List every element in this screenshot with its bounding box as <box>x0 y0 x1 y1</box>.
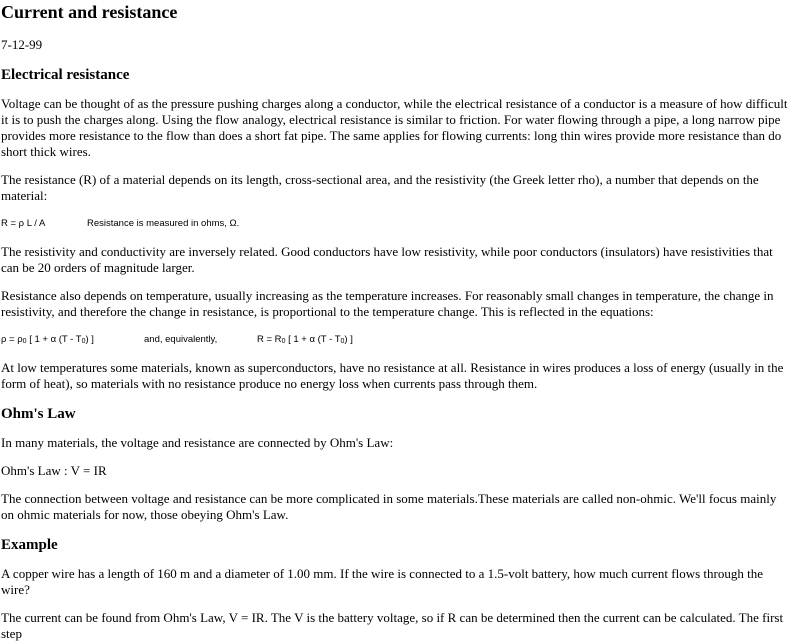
paragraph: At low temperatures some materials, known as superconductors, have no resistance at all. Resistance in wires produces a loss of energy (usually in the form of heat), so materials with no resistance produce no energy loss when currents pass through them. <box>1 360 784 391</box>
paragraph: The resistivity and conductivity are inversely related. Good conductors have low resistivity, while poor conductors (insulators) have resistivities that can be 20 orders of magnitude larger. <box>1 244 773 275</box>
formula-part: ρ = ρ <box>1 334 23 345</box>
page-title: Current and resistance <box>1 2 178 22</box>
heading-electrical-resistance: Electrical resistance <box>1 67 130 83</box>
paragraph: The current can be found from Ohm's Law, V = IR. The V is the battery voltage, so if R can be determined then the current can be calculated. The first step <box>1 610 784 641</box>
heading-example: Example <box>1 537 58 553</box>
temperature-formula <box>1 332 789 348</box>
date: 7-12-99 <box>1 37 43 52</box>
formula-note: Resistance is measured in ohms, Ω. <box>87 218 240 229</box>
ohms-law-equation: Ohm's Law : V = IR <box>1 463 107 478</box>
formula-part: ) ] <box>344 334 353 345</box>
paragraph: The connection between voltage and resistance can be more complicated in some materials.These materials are called non-ohmic. We'll focus mainly on ohmic materials for now, those obeying Ohm's Law. <box>1 491 777 522</box>
formula-part: [ 1 + α (T - T <box>29 334 82 345</box>
subscript: 0 <box>81 338 86 345</box>
heading-ohms-law: Ohm's Law <box>1 406 76 422</box>
paragraph: Resistance also depends on temperature, usually increasing as the temperature increases. For reasonably small changes in temperature, the change in resistivity, and therefore the change in resistance, is proportional to the temperature change. This is reflected in the equations: <box>1 288 774 319</box>
rho-formula <box>1 332 144 348</box>
resistance-formula <box>1 216 789 232</box>
formula-connector: and, equivalently, <box>144 334 218 345</box>
formula-part: ) ] <box>85 334 94 345</box>
r-formula <box>257 332 353 348</box>
paragraph: A copper wire has a length of 160 m and a diameter of 1.00 mm. If the wire is connected to a 1.5-volt battery, how much current flows through the wire? <box>1 566 763 597</box>
formula-part: R = R <box>257 334 282 345</box>
paragraph: The resistance (R) of a material depends on its length, cross-sectional area, and the resistivity (the Greek letter rho), a number that depends on the material: <box>1 172 759 203</box>
subscript: 0 <box>340 338 345 345</box>
subscript: 0 <box>22 338 27 345</box>
formula-part: [ 1 + α (T - T <box>288 334 341 345</box>
paragraph: Voltage can be thought of as the pressure pushing charges along a conductor, while the electrical resistance of a conductor is a measure of how difficult it is to push the charges along. Using the flow analogy, electrical resistance is similar to friction. For water flowing through a pipe, a long narrow pipe provides more resistance to the flow than does a short fat pipe. The same applies for flowing currents: long thin wires provide more resistance than do short thick wires. <box>1 96 788 159</box>
subscript: 0 <box>281 338 286 345</box>
formula-text: R = ρ L / A <box>1 218 46 229</box>
paragraph: In many materials, the voltage and resistance are connected by Ohm's Law: <box>1 435 394 450</box>
